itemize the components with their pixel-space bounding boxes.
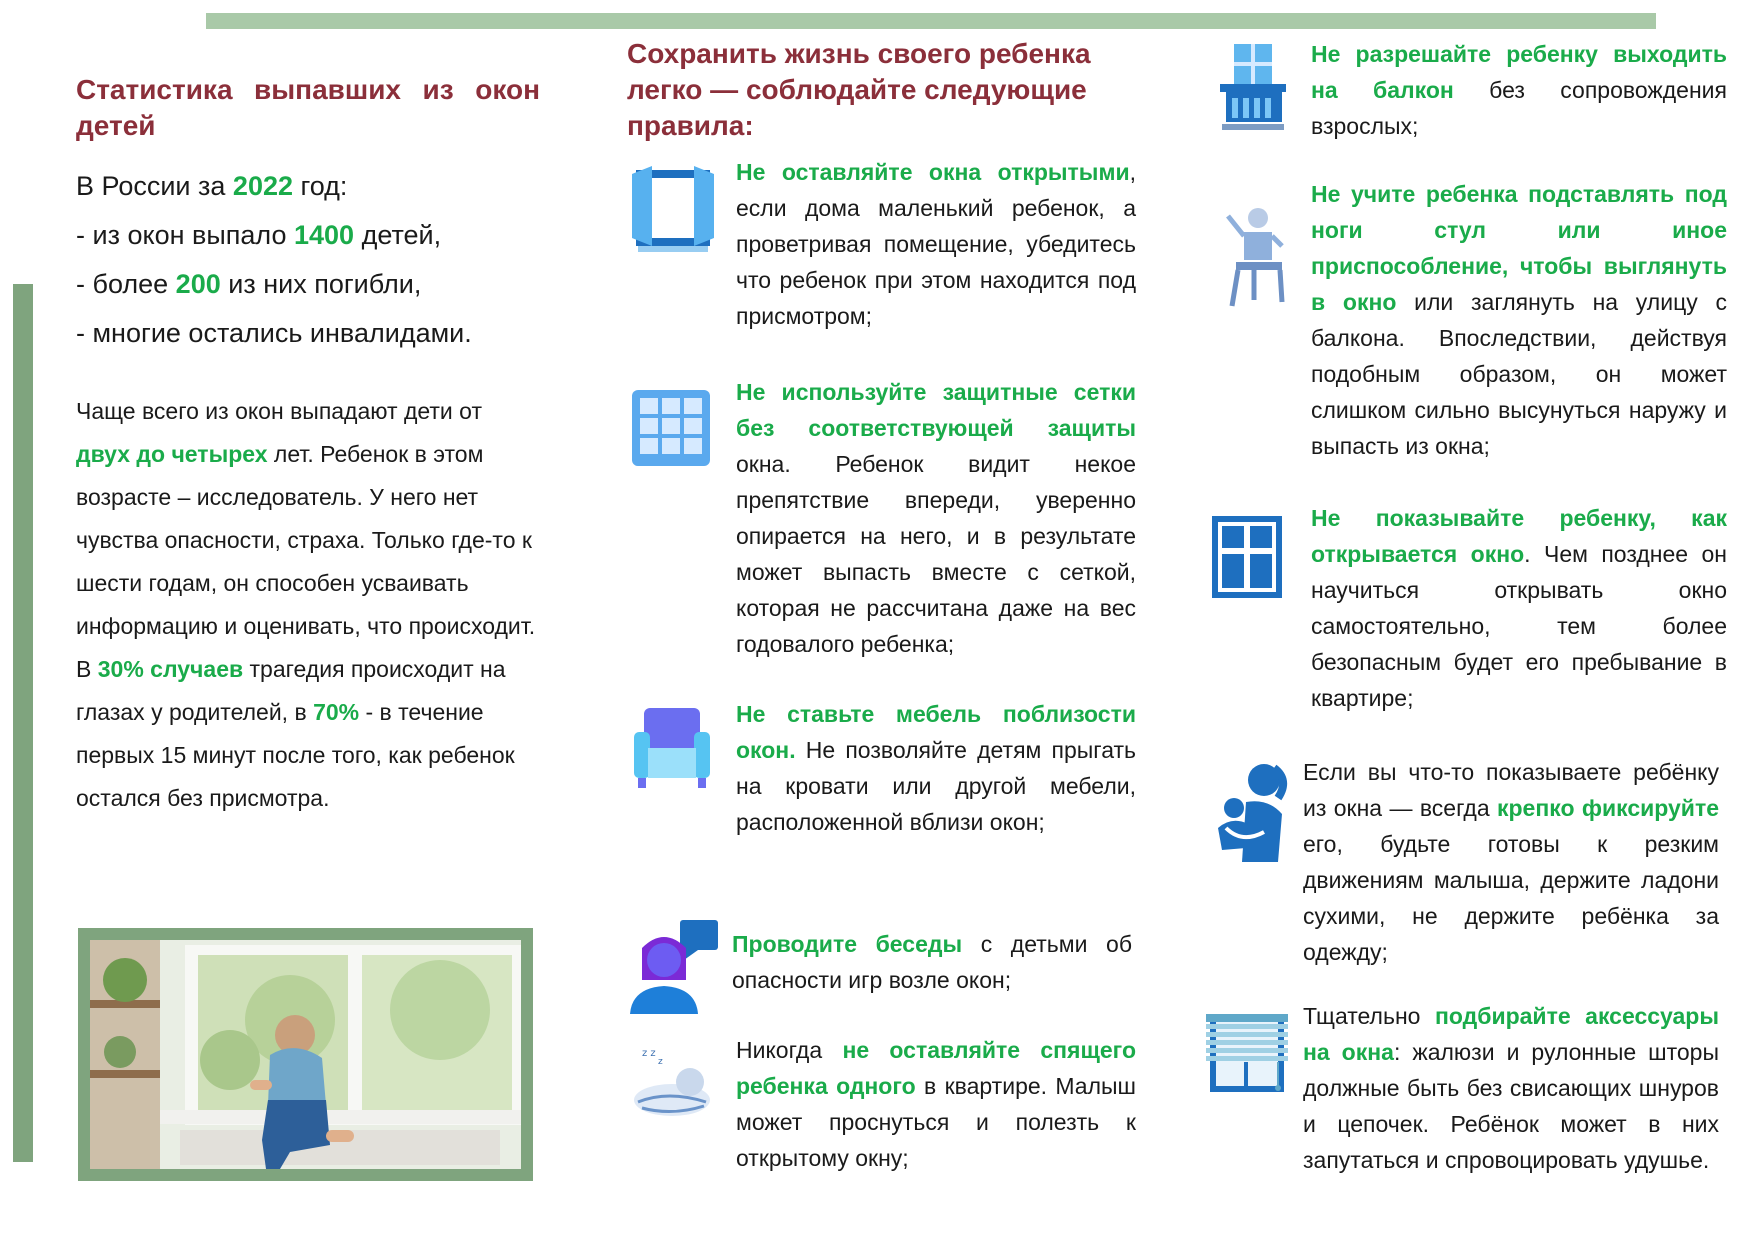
statistics-paragraph [76, 390, 540, 820]
para-highlight: двух до четырех [76, 441, 268, 467]
rule-body: Никогда [736, 1037, 843, 1063]
mother-child-icon [1212, 758, 1292, 866]
stat-text: - более [76, 269, 176, 299]
rule-text [1303, 998, 1719, 1178]
rule-text [732, 926, 1132, 998]
stat-line-count [76, 211, 540, 260]
para-text: Чаще всего из окон выпадают дети от [76, 398, 482, 424]
armchair-icon [628, 704, 718, 794]
stat-text: В России за [76, 171, 233, 201]
rule-highlight: крепко фиксируйте [1497, 795, 1719, 821]
rule-text [736, 374, 1136, 662]
rule-body: или заглянуть на улицу с балкона. Впоследствии, действуя подобным образом, он может слишком сильно высунуться наружу и выпасть из окна; [1311, 289, 1727, 459]
rule-body: , если дома маленький ребенок, а проветривая помещение, убедитесь что ребенок при этом находится под присмотром; [736, 159, 1136, 329]
statistics-column [76, 72, 540, 820]
cases-paragraph [76, 648, 540, 820]
open-window-icon [628, 164, 718, 254]
rule-text [736, 154, 1136, 334]
rule-body: окна. Ребенок видит некое препятствие впереди, уверенно опирается на него, и в результате может выпасть вместе с сеткой, которая не рассчитана даже на вес годовалого ребенка; [736, 451, 1136, 657]
stat-dead: 200 [175, 269, 221, 299]
rule-body: с детьми об опасности игр возле окон; [732, 931, 1132, 993]
stat-text: год: [293, 171, 348, 201]
rule-body: : жалюзи и рулонные шторы должные быть без свисающих шнуров и цепочек. Ребёнок может в них запутаться и спровоцировать удушье. [1303, 1039, 1719, 1173]
stat-count: 1400 [293, 220, 355, 250]
rule-text [736, 696, 1136, 840]
rules-heading: Сохранить жизнь своего ребенка легко — соблюдайте следующие правила: [627, 38, 1091, 141]
sleeping-baby-icon [628, 1042, 718, 1132]
svg-text:z: z [658, 1057, 663, 1067]
age-paragraph [76, 390, 540, 648]
rule-body: Тщательно [1303, 1003, 1435, 1029]
stat-line-disabled: - многие остались инвалидами. [76, 318, 472, 348]
balcony-icon [1218, 42, 1308, 132]
rule-text [1311, 176, 1727, 464]
child-at-window-photo [78, 928, 533, 1181]
side-decor-bar [13, 284, 33, 1162]
rule-body: Если вы что-то показываете ребёнку из окна — всегда [1303, 759, 1719, 821]
para-text: В [76, 656, 98, 682]
closed-window-icon [1210, 514, 1284, 600]
stat-text: - из окон выпало [76, 220, 294, 250]
window-grid-icon [628, 382, 718, 472]
rule-highlight: подбирайте аксессуары на окна [1303, 1003, 1719, 1065]
para-highlight: 70% [313, 699, 360, 725]
rule-body: . Чем позднее он научиться открывать окно самостоятельно, тем более безопасным будет его пребывание в квартире; [1311, 541, 1727, 711]
rule-highlight: Не показывайте ребенку, как открывается окно [1311, 505, 1727, 567]
stat-year: 2022 [232, 171, 293, 201]
stat-line-year [76, 162, 540, 211]
rule-highlight: Не оставляйте окна открытыми [736, 159, 1130, 185]
stat-line-dead [76, 260, 540, 309]
stat-text: из них погибли, [220, 269, 422, 299]
rule-highlight: Проводите беседы [732, 931, 963, 957]
rule-body: без сопровождения взрослых; [1311, 77, 1727, 139]
para-text: - в течение первых 15 минут после того, как ребенок остался без присмотра. [76, 699, 515, 811]
person-speech-icon [624, 918, 724, 1008]
para-text: лет. Ребенок в этом возрасте – исследователь. У него нет чувства опасности, страха. Только где-то к шести годам, он способен усваивать информацию и оценивать, что происходит. [76, 441, 536, 639]
rule-highlight: Не разрешайте ребенку выходить на балкон [1311, 41, 1727, 103]
rule-body: Не позволяйте детям прыгать на кровати или другой мебели, расположенной вблизи окон; [736, 737, 1136, 835]
statistics-heading: Статистика выпавших из окон детей [76, 74, 540, 141]
rule-highlight: Не используйте защитные сетки без соответствующей защиты [736, 379, 1136, 441]
statistics-list [76, 162, 540, 358]
rule-text [1311, 36, 1727, 144]
para-text: трагедия происходит на глазах у родителей, в [76, 656, 506, 725]
rule-highlight: Не ставьте мебель поблизости окон. [736, 701, 1136, 763]
rule-text [736, 1032, 1136, 1176]
rule-highlight: Не учите ребенка подставлять под ноги стул или иное приспособление, чтобы выглянуть в окно [1311, 181, 1727, 315]
rule-text [1303, 754, 1719, 970]
stat-text: детей, [354, 220, 442, 250]
window-blinds-icon [1204, 1012, 1290, 1098]
rule-highlight: не оставляйте спящего ребенка одного [736, 1037, 1136, 1099]
rule-text [1311, 500, 1727, 716]
rules-heading-block [627, 36, 1147, 144]
svg-text:z z: z z [642, 1048, 656, 1059]
rule-body: его, будьте готовы к резким движениям малыша, держите ладони сухими, не держите ребёнка за одежду; [1303, 831, 1719, 965]
child-on-chair-icon [1218, 202, 1308, 292]
top-decor-bar [206, 13, 1656, 29]
para-highlight: 30% случаев [97, 656, 244, 682]
rule-body: в квартире. Малыш может проснуться и полезть к открытому окну; [736, 1073, 1136, 1171]
